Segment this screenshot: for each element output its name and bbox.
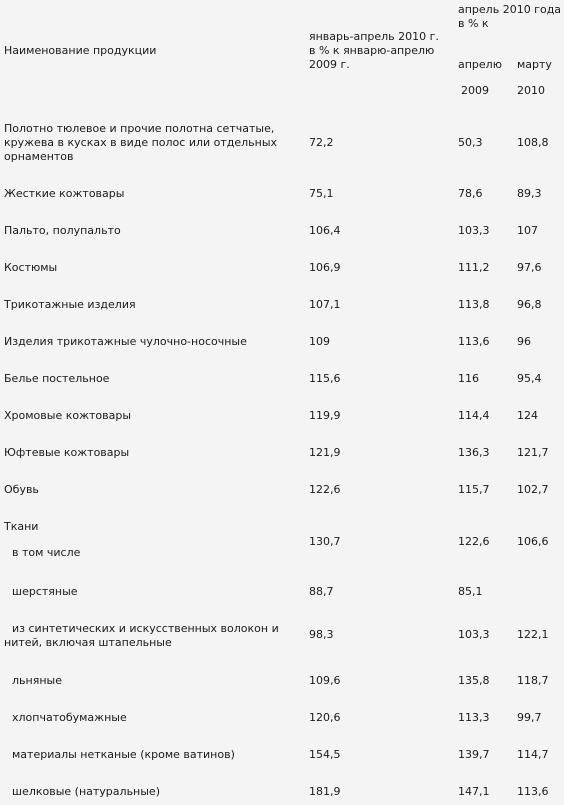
row-name: Белье постельное: [4, 372, 110, 385]
row-apr: 113,8: [458, 298, 490, 311]
row-name: Обувь: [4, 483, 39, 496]
row-jan-apr: 181,9: [309, 785, 341, 798]
row-name: льняные: [12, 674, 62, 687]
row-jan-apr: 115,6: [309, 372, 341, 385]
row-name: Хромовые кожтовары: [4, 409, 132, 422]
row-jan-apr: 109,6: [309, 674, 341, 687]
row-jan-apr: 119,9: [309, 409, 341, 422]
row-apr: 136,3: [458, 446, 490, 459]
row-mar: 99,7: [517, 711, 542, 724]
row-jan-apr: 120,6: [309, 711, 341, 724]
row-apr: 78,6: [458, 187, 483, 200]
row-name: Юфтевые кожтовары: [4, 446, 130, 459]
row-jan-apr: 72,2: [309, 136, 334, 149]
header-jan-apr: январь-апрель 2010 г. в % к январю-апрелю 2009 г.: [309, 30, 439, 71]
row-apr: 122,6: [458, 535, 490, 548]
header-apr-year: 2009: [461, 84, 489, 97]
row-apr: 135,8: [458, 674, 490, 687]
row-jan-apr: 75,1: [309, 187, 334, 200]
row-jan-apr: 98,3: [309, 628, 334, 641]
row-mar: 97,6: [517, 261, 542, 274]
row-jan-apr: 154,5: [309, 748, 341, 761]
row-apr: 147,1: [458, 785, 490, 798]
row-mar: 121,7: [517, 446, 549, 459]
row-apr: 103,3: [458, 224, 490, 237]
row-jan-apr: 109: [309, 335, 330, 348]
row-mar: 124: [517, 409, 538, 422]
row-apr: 113,3: [458, 711, 490, 724]
row-apr: 114,4: [458, 409, 490, 422]
row-name: Пальто, полупальто: [4, 224, 121, 237]
row-apr: 50,3: [458, 136, 483, 149]
row-apr: 85,1: [458, 585, 483, 598]
row-apr: 113,6: [458, 335, 490, 348]
row-mar: 108,8: [517, 136, 549, 149]
row-name: шерстяные: [12, 585, 78, 598]
header-mar-year: 2010: [517, 84, 545, 97]
row-mar: 96: [517, 335, 531, 348]
row-jan-apr: 88,7: [309, 585, 334, 598]
row-name: Полотно тюлевое и прочие полотна сетчатые, кружева в кусках в виде полос или отдельных орнаментов: [4, 122, 278, 163]
row-jan-apr: 107,1: [309, 298, 341, 311]
row-mar: 107: [517, 224, 538, 237]
row-jan-apr: 106,4: [309, 224, 341, 237]
row-name: шелковые (натуральные): [12, 785, 160, 798]
row-mar: 89,3: [517, 187, 542, 200]
row-mar: 122,1: [517, 628, 549, 641]
row-mar: 114,7: [517, 748, 549, 761]
row-mar: 95,4: [517, 372, 542, 385]
row-apr: 111,2: [458, 261, 490, 274]
row-name: Трикотажные изделия: [4, 298, 136, 311]
row-name: Костюмы: [4, 261, 58, 274]
row-jan-apr: 122,6: [309, 483, 341, 496]
row-name: материалы нетканые (кроме ватинов): [12, 748, 235, 761]
header-apr-group: апрель 2010 года в % к: [458, 3, 562, 30]
row-jan-apr: 106,9: [309, 261, 341, 274]
header-name: Наименование продукции: [4, 44, 157, 57]
header-apr-sub: апрелю: [458, 58, 502, 71]
row-mar: 113,6: [517, 785, 549, 798]
row-name: хлопчатобумажные: [12, 711, 127, 724]
header-mar-sub: марту: [517, 58, 552, 71]
row-mar: 96,8: [517, 298, 542, 311]
row-jan-apr: 121,9: [309, 446, 341, 459]
row-apr: 116: [458, 372, 479, 385]
row-name: Ткани: [4, 520, 39, 533]
row-name: из синтетических и искусственных волокон и нитей, включая штапельные: [4, 622, 279, 649]
row-apr: 115,7: [458, 483, 490, 496]
row-mar: 118,7: [517, 674, 549, 687]
row-apr: 139,7: [458, 748, 490, 761]
row-jan-apr: 130,7: [309, 535, 341, 548]
row-name: Изделия трикотажные чулочно-носочные: [4, 335, 247, 348]
row-name-sub: в том числе: [12, 546, 81, 559]
row-name: Жесткие кожтовары: [4, 187, 125, 200]
row-mar: 102,7: [517, 483, 549, 496]
row-mar: 106,6: [517, 535, 549, 548]
row-apr: 103,3: [458, 628, 490, 641]
